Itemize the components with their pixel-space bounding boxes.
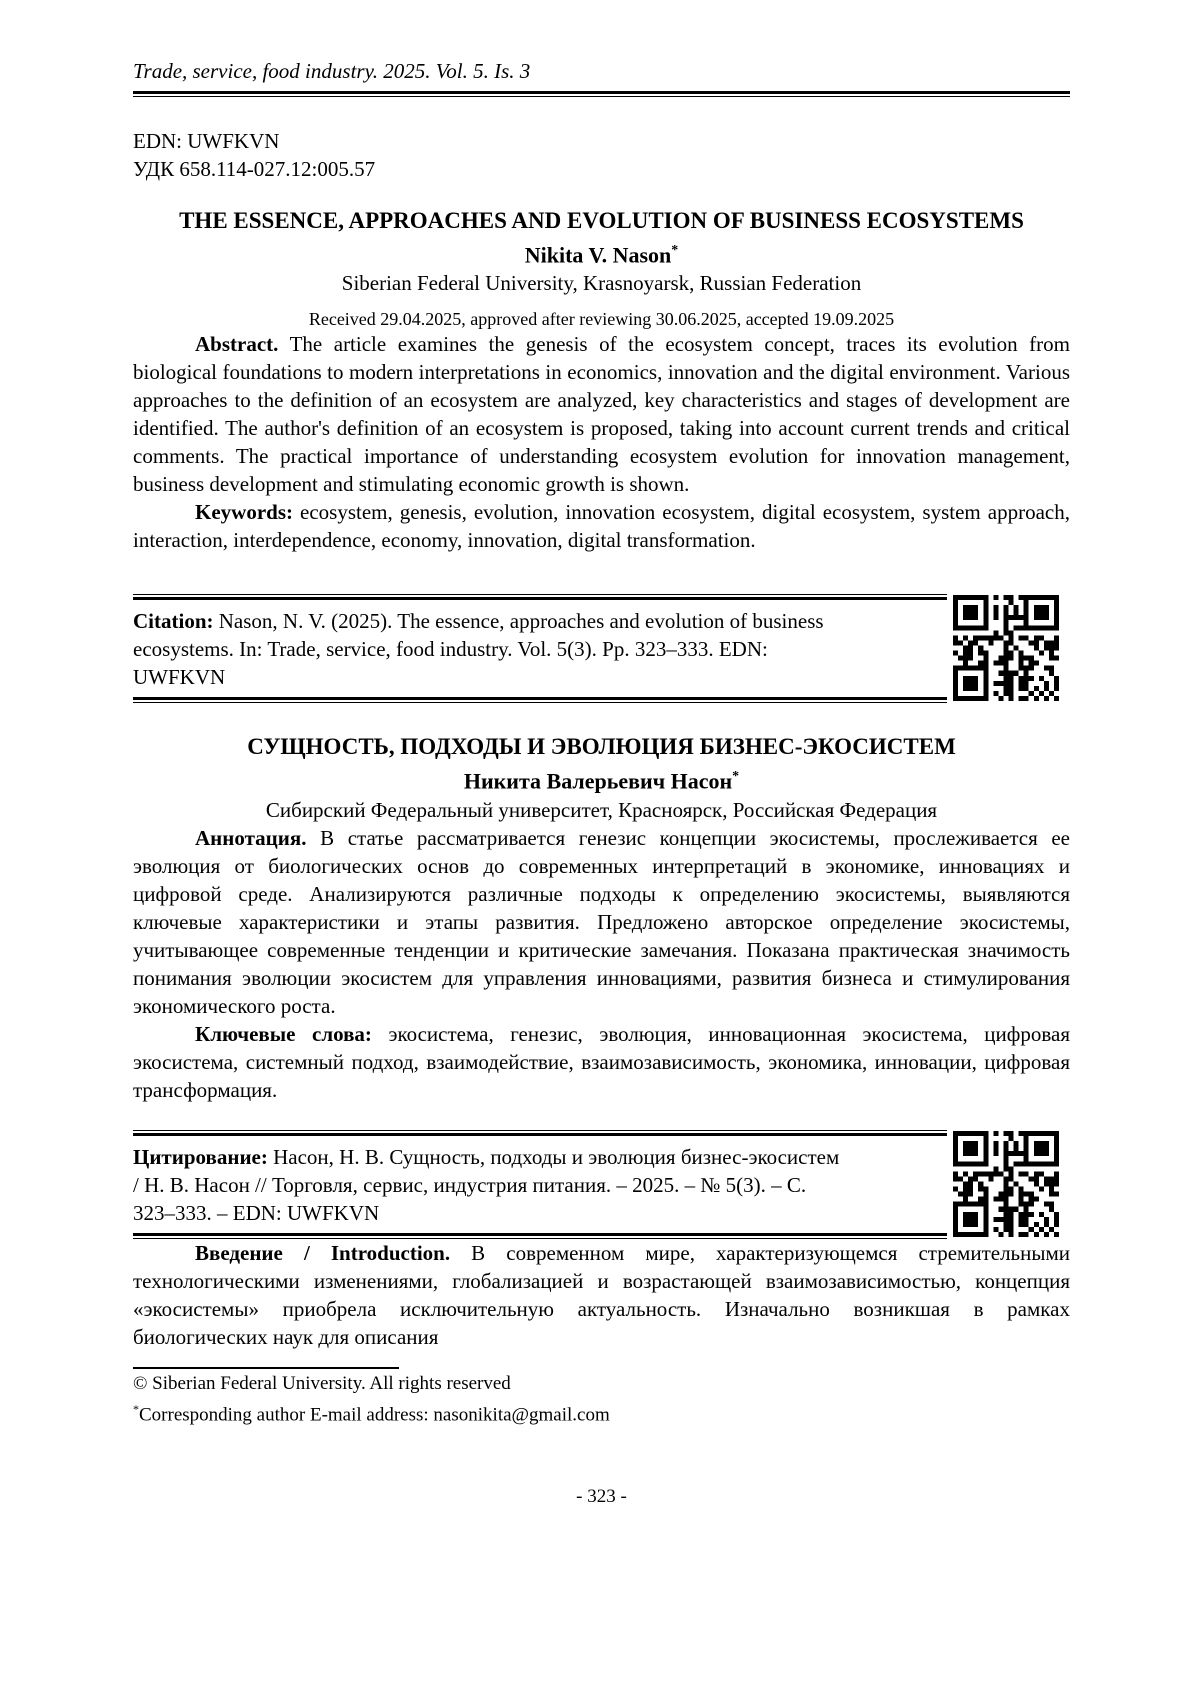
citation-en [133, 607, 845, 691]
citation-ru [133, 1143, 845, 1227]
citation-value-ru: Насон, Н. В. Сущность, подходы и эволюция бизнес-экосистем / Н. В. Насон // Торговля, сервис, индустрия питания. – 2025. – № 5(3). – С. 323–333. – EDN: UWFKVN [133, 1144, 840, 1225]
citation-label-ru: Цитирование: [133, 1144, 268, 1169]
header-rule-thick [133, 91, 1070, 94]
citation-block-ru [133, 1130, 1070, 1239]
abstract-label-ru: Аннотация. [195, 825, 307, 850]
citation-text-wrap-en [133, 600, 845, 697]
keywords-text-ru: экосистема, генезис, эволюция, инновационная экосистема, цифровая экосистема, системный подход, взаимодействие, взаимозависимость, экономика, инновации, цифровая трансформация. [133, 1021, 1070, 1102]
citation-label-en: Citation: [133, 609, 214, 634]
keywords-ru [133, 1020, 1070, 1104]
header-rule [133, 91, 1070, 97]
introduction-paragraph [133, 1239, 1070, 1351]
keywords-text-en: ecosystem, genesis, evolution, innovation ecosystem, digital ecosystem, system approach, interaction, interdependence, economy, innovation, digital transformation. [133, 500, 1070, 553]
article-author-en [133, 237, 1070, 269]
abstract-en [133, 330, 1070, 498]
abstract-text-ru: В статье рассматривается генезис концепции экосистемы, прослеживается ее эволюция от биологических основ до современных интерпретаций в экономике, инновациях и цифровой среде. Анализируются различные подходы к определению экосистемы, выявляются ключевые характеристики и этапы развития. Предложено авторское определение экосистемы, учитывающее современные тенденции и критические замечания. Показана практическая значимость понимания эволюции экосистем для управления инновациями, развития бизнеса и стимулирования экономического роста. [133, 825, 1071, 1018]
article-affiliation-ru: Сибирский Федеральный университет, Красноярск, Российская Федерация [265, 797, 938, 822]
footnote-corresponding [133, 1398, 1070, 1426]
keywords-label-ru: Ключевые слова: [195, 1021, 372, 1046]
footnote-rule [133, 1367, 399, 1369]
citation-box-en [133, 594, 947, 703]
page-number: - 323 - [576, 1485, 627, 1507]
edn-code: EDN: UWFKVN [133, 129, 280, 153]
keywords-en [133, 498, 1070, 554]
article-author-ru [133, 763, 1070, 795]
received-dates: Received 29.04.2025, approved after reviewing 30.06.2025, accepted 19.09.2025 [308, 309, 895, 330]
article-title-en: THE ESSENCE, APPROACHES AND EVOLUTION OF BUSINESS ECOSYSTEMS [179, 208, 1024, 233]
journal-header-text: Trade, service, food industry. 2025. Vol. 5. Is. 3 [133, 59, 531, 83]
keywords-label-en: Keywords: [195, 500, 293, 525]
citation-bottom-rule-ru [133, 1233, 947, 1239]
qr-code-icon [953, 595, 1059, 701]
introduction-text: В современном мире, характеризующемся стремительными технологическими изменениями, глобализацией и возрастающей взаимозависимостью, концепция «экосистемы» приобрела исключительную актуальность. Изначально возникшая в рамках биологических наук для описания [133, 1240, 1071, 1349]
header-rule-thin [133, 96, 1070, 97]
journal-header [133, 58, 1070, 97]
udk-code: УДК 658.114-027.12:005.57 [133, 157, 376, 181]
article-title-ru: СУЩНОСТЬ, ПОДХОДЫ И ЭВОЛЮЦИЯ БИЗНЕС-ЭКОСИСТЕМ [247, 734, 956, 760]
article-codes [133, 127, 1070, 183]
footnote-copyright: © Siberian Federal University. All rights reserved [133, 1372, 511, 1394]
author-name-en: Nikita V. Nason [524, 242, 672, 268]
citation-value-en: Nason, N. V. (2025). The essence, approaches and evolution of business ecosystems. In: Trade, service, food industry. Vol. 5(3). Pp. 323–333. EDN: UWFKVN [133, 609, 824, 690]
abstract-text-en: The article examines the genesis of the ecosystem concept, traces its evolution from biological foundations to modern interpretations in economics, innovation and the digital environment. Various approaches to the definition of an ecosystem are analyzed, key characteristics and stages of development are identified. The author's definition of an ecosystem is proposed, taking into account current trends and critical comments. The practical importance of understanding ecosystem evolution for innovation management, business development and stimulating economic growth is shown. [133, 332, 1070, 497]
abstract-label-en: Abstract. [195, 332, 279, 357]
author-footnote-mark: * [671, 243, 679, 258]
qr-code-icon [953, 1131, 1059, 1237]
citation-block-en [133, 594, 1070, 703]
author-footnote-mark-ru: * [732, 769, 740, 785]
footnote-asterisk-mark: * [133, 1401, 139, 1416]
citation-text-wrap-ru [133, 1136, 845, 1233]
abstract-ru [133, 824, 1070, 1020]
author-name-ru: Никита Валерьевич Насон [463, 768, 733, 794]
citation-bottom-rule-en [133, 697, 947, 703]
introduction-label: Введение / Introduction. [195, 1240, 451, 1265]
article-affiliation-en: Siberian Federal University, Krasnoyarsk, Russian Federation [341, 271, 862, 296]
footnote-corresponding-text: Corresponding author E-mail address: nasonikita@gmail.com [139, 1403, 610, 1425]
citation-box-ru [133, 1130, 947, 1239]
